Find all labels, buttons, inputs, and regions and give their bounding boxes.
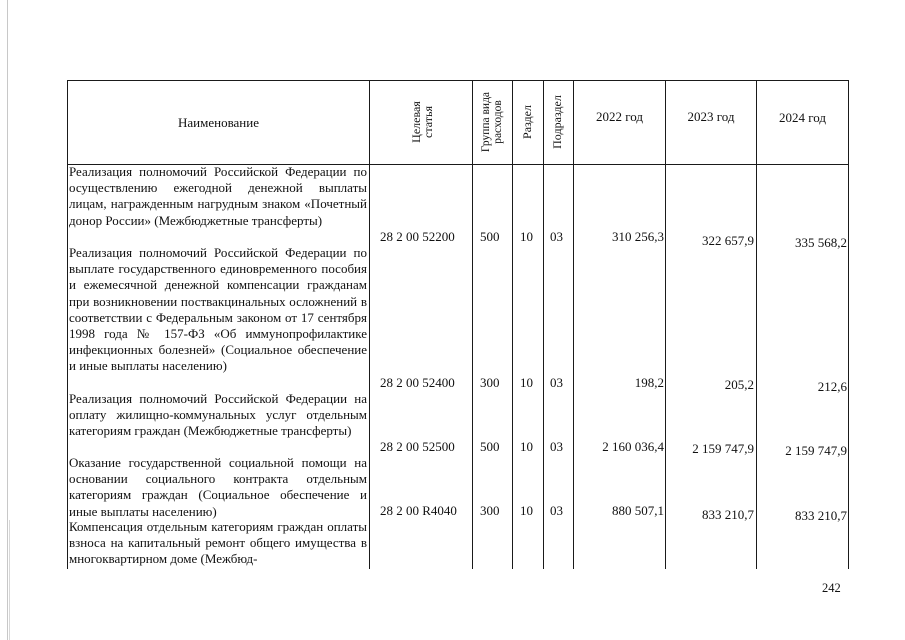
header-expense-group-line2: расходов <box>492 100 504 144</box>
row-3-year-2024: 2 159 747,9 <box>785 443 847 458</box>
header-year-2024: 2024 год <box>779 110 826 125</box>
row-2-target-article: 28 2 00 52400 <box>380 375 455 390</box>
table-border-right <box>848 80 849 569</box>
scan-edge-line <box>9 520 10 640</box>
header-target-article-line1: Целевая <box>408 101 423 143</box>
scan-edge-line <box>7 0 8 640</box>
column-divider <box>665 80 666 569</box>
row-2-section: 10 <box>520 375 533 390</box>
row-2-subsection: 03 <box>550 375 563 390</box>
row-1-year-2024: 335 568,2 <box>795 235 847 250</box>
row-5-name: Компенсация отдельным категориям граждан оплаты взноса на капитальный ремонт общего имущества в многоквартирном доме (Межбюд- <box>69 519 367 567</box>
row-1-section: 10 <box>520 229 533 244</box>
row-4-expense-group: 300 <box>480 503 500 518</box>
row-2-year-2022: 198,2 <box>634 375 664 390</box>
column-divider <box>512 80 513 569</box>
header-year-2022: 2022 год <box>596 109 643 124</box>
header-target-article <box>409 80 435 164</box>
row-3-expense-group: 500 <box>480 439 500 454</box>
row-4-target-article: 28 2 00 R4040 <box>380 503 457 518</box>
row-2-year-2023: 205,2 <box>724 377 754 392</box>
row-1-year-2022: 310 256,3 <box>612 229 664 244</box>
row-4-year-2022: 880 507,1 <box>612 503 664 518</box>
row-4-name: Оказание государственной социальной помощи на основании социального контракта отдельным категориям граждан (Социальное обеспечение и иные выплаты населению) <box>69 455 367 519</box>
column-divider <box>472 80 473 569</box>
column-divider <box>369 80 370 569</box>
row-4-section: 10 <box>520 503 533 518</box>
header-target-article-line2: статья <box>421 106 435 138</box>
row-1-year-2023: 322 657,9 <box>702 233 754 248</box>
row-3-section: 10 <box>520 439 533 454</box>
header-subsection: Подраздел <box>550 95 564 149</box>
row-1-subsection: 03 <box>550 229 563 244</box>
header-expense-group <box>479 80 505 164</box>
row-4-year-2023: 833 210,7 <box>702 507 754 522</box>
column-divider <box>543 80 544 569</box>
row-1-name: Реализация полномочий Российской Федерации по осуществлению ежегодной денежной выплаты лицам, награжденным нагрудным знаком «Почетный донор России» (Межбюджетные трансферты) <box>69 164 367 228</box>
row-4-year-2024: 833 210,7 <box>795 508 847 523</box>
header-section: Раздел <box>520 105 534 139</box>
row-1-target-article: 28 2 00 52200 <box>380 229 455 244</box>
row-1-expense-group: 500 <box>480 229 500 244</box>
header-expense-group-line1: Группа вида <box>479 91 492 153</box>
row-3-name: Реализация полномочий Российской Федерации на оплату жилищно-коммунальных услуг отдельным категориям граждан (Межбюджетные трансферты) <box>69 391 367 439</box>
header-name: Наименование <box>178 114 259 130</box>
header-year-2023: 2023 год <box>687 109 735 124</box>
row-4-subsection: 03 <box>550 503 563 518</box>
row-3-subsection: 03 <box>550 439 563 454</box>
column-divider <box>573 80 574 569</box>
row-3-year-2022: 2 160 036,4 <box>602 439 664 454</box>
row-2-expense-group: 300 <box>480 375 500 390</box>
row-2-year-2024: 212,6 <box>817 379 847 394</box>
row-3-target-article: 28 2 00 52500 <box>380 439 455 454</box>
row-2-name: Реализация полномочий Российской Федерации по выплате государственного единовременного пособия и ежемесячной денежной компенсации гражданам при возникновении поствакцинальных осложнений в соответствии с Федеральным законом от 17 сентября 1998 года № 157-ФЗ «Об иммунопрофилактике инфекционных болезней» (Социальное обеспечение и иные выплаты населению) <box>69 245 367 374</box>
page-number: 242 <box>822 581 841 595</box>
row-3-year-2023: 2 159 747,9 <box>692 441 754 456</box>
